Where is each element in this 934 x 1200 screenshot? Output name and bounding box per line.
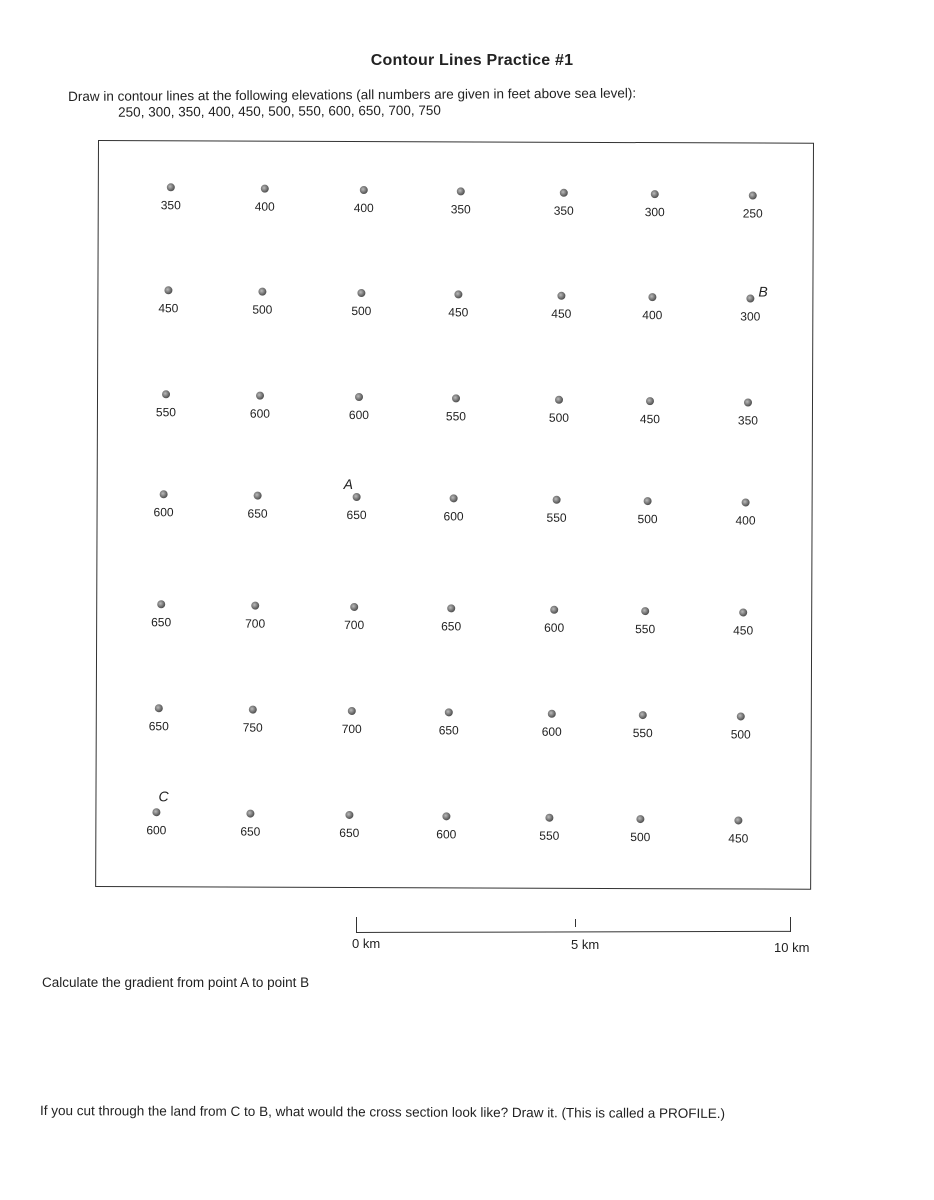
elevation-dot <box>749 191 757 199</box>
elevation-value: 450 <box>158 301 179 316</box>
elevation-value: 650 <box>438 723 459 738</box>
elevation-point <box>428 290 488 319</box>
elevation-dot <box>348 707 356 715</box>
elevation-dot <box>360 186 368 194</box>
elevation-dot <box>249 706 257 714</box>
elevation-value: 600 <box>541 724 562 739</box>
elevation-point <box>618 497 678 526</box>
elevation-point <box>529 396 589 425</box>
elevation-dot <box>447 604 455 612</box>
elevation-value: 450 <box>551 306 572 321</box>
elevation-point <box>615 607 675 636</box>
elevation-point <box>230 392 290 421</box>
scale-label-middle: 5 km <box>571 937 600 952</box>
elevation-point <box>136 390 196 419</box>
elevation-point <box>622 293 682 322</box>
elevation-point <box>141 183 201 212</box>
elevation-value: 650 <box>441 619 462 634</box>
elevation-dot <box>648 293 656 301</box>
elevation-dot <box>454 290 462 298</box>
elevation-point <box>613 711 673 740</box>
elevation-value: 550 <box>155 405 176 420</box>
elevation-dot <box>739 608 747 616</box>
elevation-dot <box>160 490 168 498</box>
elevation-point <box>334 186 394 215</box>
elevation-dot <box>737 712 745 720</box>
elevation-dot <box>357 289 365 297</box>
elevation-value: 500 <box>252 302 273 317</box>
elevation-dot <box>744 398 752 406</box>
elevation-dot <box>651 190 659 198</box>
elevation-dot <box>636 815 644 823</box>
elevation-value: 600 <box>443 509 464 524</box>
elevation-value: 750 <box>242 720 263 735</box>
elevation-dot <box>452 394 460 402</box>
elevation-point <box>534 189 594 218</box>
instructions-line: Draw in contour lines at the following elevations (all numbers are given in feet above sea level): <box>68 85 637 104</box>
elevation-point <box>129 704 189 733</box>
elevation-value: 350 <box>553 203 574 218</box>
elevation-value: 500 <box>637 512 658 527</box>
elevation-point <box>625 190 685 219</box>
elevation-dot <box>641 607 649 615</box>
elevation-dot <box>644 497 652 505</box>
scale-label-start: 0 km <box>352 936 381 951</box>
elevation-value: 450 <box>639 412 660 427</box>
elevation-dot <box>350 603 358 611</box>
point-a-label: A <box>343 475 354 492</box>
elevation-value: 600 <box>544 620 565 635</box>
elevation-value: 500 <box>730 727 751 742</box>
elevation-value: 450 <box>733 623 754 638</box>
elevation-point <box>416 812 476 841</box>
elevation-dot <box>251 602 259 610</box>
elevation-value: 300 <box>644 205 665 220</box>
elevation-value: 650 <box>346 507 367 523</box>
elevation-value: 700 <box>344 617 365 633</box>
elevation-value: 600 <box>153 505 174 520</box>
elevation-point <box>720 294 780 323</box>
elevation-value: 400 <box>642 308 663 323</box>
elevation-point <box>426 394 486 423</box>
elevation-value: 350 <box>737 413 758 428</box>
scale-tick-end <box>790 917 791 932</box>
elevation-dot <box>355 393 363 401</box>
elevation-value: 350 <box>450 202 471 217</box>
elevation-point <box>220 809 280 838</box>
elevation-dot <box>746 294 754 302</box>
elevation-dot <box>545 814 553 822</box>
elevation-value: 300 <box>740 309 761 324</box>
elevation-point <box>519 814 579 843</box>
elevation-point <box>322 707 382 736</box>
elevation-point <box>134 490 194 519</box>
elevation-value: 700 <box>245 616 266 631</box>
elevation-value: 600 <box>146 823 167 838</box>
elevation-value: 650 <box>240 824 261 839</box>
elevation-value: 600 <box>436 827 457 842</box>
elevation-point <box>319 811 379 840</box>
elevation-point <box>126 808 186 837</box>
elevation-value: 550 <box>546 510 567 525</box>
elevation-point <box>713 608 773 637</box>
elevation-point <box>723 191 783 220</box>
point-b-label: B <box>758 283 768 300</box>
elevation-value: 650 <box>151 615 172 630</box>
elevation-dot <box>167 183 175 191</box>
elevation-dot <box>553 496 561 504</box>
elevation-dot <box>254 492 262 500</box>
elevation-point <box>716 498 776 527</box>
elevation-point <box>424 494 484 523</box>
elevation-value: 500 <box>630 830 651 845</box>
elevation-dot <box>152 808 160 816</box>
elevation-point <box>527 496 587 525</box>
elevation-point <box>524 606 584 635</box>
elevation-point <box>232 288 292 317</box>
elevation-point <box>228 492 288 521</box>
elevation-dot <box>261 185 269 193</box>
elevation-point <box>324 603 384 632</box>
elevation-value: 250 <box>742 206 763 221</box>
point-c-label: C <box>158 788 169 805</box>
elevation-point <box>235 185 295 214</box>
scale-tick-start <box>356 917 357 932</box>
elevation-dot <box>442 812 450 820</box>
elevation-value: 550 <box>539 828 560 843</box>
elevation-value: 400 <box>254 199 275 214</box>
elevation-point <box>138 286 198 315</box>
scale-tick-middle <box>575 919 576 927</box>
elevation-dot <box>157 600 165 608</box>
elevation-dot <box>445 708 453 716</box>
elevation-point <box>718 398 778 427</box>
elevation-dot <box>557 292 565 300</box>
elevation-dot <box>734 816 742 824</box>
elevation-value: 400 <box>735 513 756 528</box>
elevation-dot <box>646 397 654 405</box>
elevation-value: 600 <box>249 406 270 421</box>
profile-question: If you cut through the land from C to B, what would the cross section look like? Draw it. (This is called a PROFILE.) <box>39 1103 726 1121</box>
elevation-dot <box>258 288 266 296</box>
elevation-value: 550 <box>445 409 466 424</box>
elevation-point <box>223 705 283 734</box>
elevation-dot <box>345 811 353 819</box>
elevation-dot <box>550 606 558 614</box>
elevation-point <box>327 493 387 522</box>
elevation-value: 500 <box>548 410 569 425</box>
elevation-dot <box>548 710 556 718</box>
elevation-value: 350 <box>160 198 181 213</box>
elevation-dot <box>246 810 254 818</box>
elevation-point <box>522 710 582 739</box>
elevation-point <box>331 289 391 318</box>
elevation-dot <box>162 390 170 398</box>
elevation-dot <box>256 392 264 400</box>
elevation-point <box>620 397 680 426</box>
elevation-point <box>708 816 768 845</box>
page-title: Contour Lines Practice #1 <box>370 52 574 69</box>
elevation-value: 550 <box>632 726 653 741</box>
elevation-dot <box>450 494 458 502</box>
elevation-value: 650 <box>148 719 169 734</box>
elevation-grid <box>99 141 813 846</box>
elevation-value: 650 <box>339 825 360 841</box>
elevation-dot <box>155 704 163 712</box>
elevation-dot <box>457 187 465 195</box>
scale-bar <box>356 931 791 933</box>
elevation-value: 450 <box>448 305 469 320</box>
instructions <box>68 86 636 121</box>
elevation-dot <box>555 396 563 404</box>
elevation-point <box>131 600 191 629</box>
elevation-map <box>95 140 814 890</box>
elevation-point <box>610 815 670 844</box>
elevation-dot <box>742 498 750 506</box>
elevation-value: 600 <box>348 407 369 423</box>
elevation-point <box>225 601 285 630</box>
elevation-value: 550 <box>635 622 656 637</box>
elevation-point <box>711 712 771 741</box>
elevation-value: 650 <box>247 506 268 521</box>
elevation-dot <box>639 711 647 719</box>
elevation-value: 700 <box>341 721 362 737</box>
gradient-question: Calculate the gradient from point A to point B <box>42 975 310 990</box>
elevation-value: 500 <box>351 303 372 319</box>
elevation-dot <box>353 493 361 501</box>
elevation-point <box>431 187 491 216</box>
elevation-dot <box>560 189 568 197</box>
scale-label-end: 10 km <box>774 940 810 955</box>
elevation-value: 400 <box>353 200 374 216</box>
elevation-point <box>329 393 389 422</box>
elevation-point <box>421 604 481 633</box>
elevation-point <box>419 708 479 737</box>
elevation-point <box>531 292 591 321</box>
elevation-value: 450 <box>728 831 749 846</box>
elevation-list: 250, 300, 350, 400, 450, 500, 550, 600, 650, 700, 750 <box>118 102 441 120</box>
elevation-dot <box>164 286 172 294</box>
